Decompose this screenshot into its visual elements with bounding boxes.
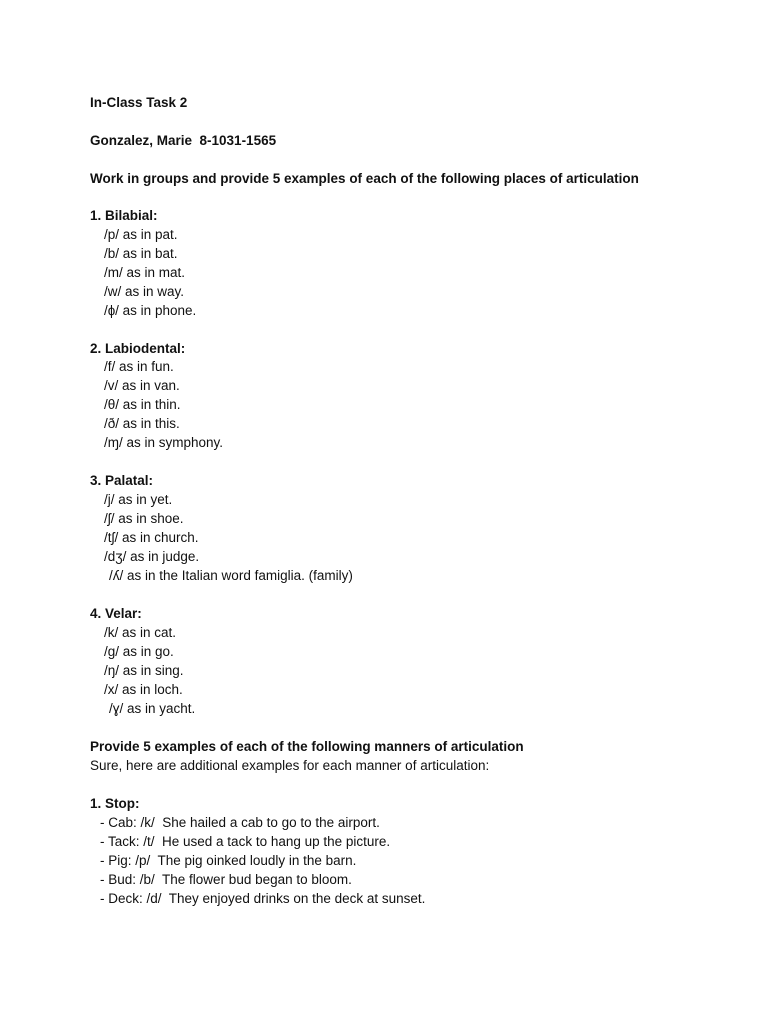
list-item: /b/ as in bat. — [104, 246, 178, 261]
list-item: /tʃ/ as in church. — [104, 530, 199, 545]
section2-intro: Sure, here are additional examples for each manner of articulation: — [90, 758, 490, 773]
list-item: - Tack: /t/ He used a tack to hang up the picture. — [100, 834, 391, 849]
list-item: /v/ as in van. — [104, 378, 180, 393]
document-title: In-Class Task 2 — [90, 95, 188, 110]
list-item: /x/ as in loch. — [104, 682, 183, 697]
list-item: /k/ as in cat. — [104, 625, 177, 640]
list-item: - Pig: /p/ The pig oinked loudly in the barn. — [100, 853, 357, 868]
heading-bilabial: 1. Bilabial: — [90, 208, 158, 223]
list-item: /dʒ/ as in judge. — [104, 549, 200, 564]
heading-velar: 4. Velar: — [90, 606, 142, 621]
list-item: /ɸ/ as in phone. — [104, 303, 197, 318]
list-item: /w/ as in way. — [104, 284, 185, 299]
list-item: /p/ as in pat. — [104, 227, 178, 242]
section1-prompt: Work in groups and provide 5 examples of each of the following places of articulation — [90, 171, 639, 186]
list-item: /ʎ/ as in the Italian word famiglia. (family) — [109, 568, 353, 583]
list-item: /ʃ/ as in shoe. — [104, 511, 184, 526]
list-item: - Deck: /d/ They enjoyed drinks on the deck at sunset. — [100, 891, 426, 906]
list-item: /ɱ/ as in symphony. — [104, 435, 224, 450]
list-item: /g/ as in go. — [104, 644, 174, 659]
section2-prompt: Provide 5 examples of each of the following manners of articulation — [90, 739, 524, 754]
list-item: /ɣ/ as in yacht. — [109, 701, 196, 716]
heading-labiodental: 2. Labiodental: — [90, 341, 186, 356]
list-item: /θ/ as in thin. — [104, 397, 181, 412]
heading-stop: 1. Stop: — [90, 796, 140, 811]
heading-palatal: 3. Palatal: — [90, 473, 154, 488]
list-item: /ŋ/ as in sing. — [104, 663, 184, 678]
list-item: /m/ as in mat. — [104, 265, 186, 280]
list-item: /f/ as in fun. — [104, 359, 174, 374]
author-line: Gonzalez, Marie 8-1031-1565 — [90, 133, 277, 148]
list-item: /ð/ as in this. — [104, 416, 180, 431]
list-item: - Bud: /b/ The flower bud began to bloom. — [100, 872, 352, 887]
list-item: /j/ as in yet. — [104, 492, 173, 507]
list-item: - Cab: /k/ She hailed a cab to go to the airport. — [100, 815, 380, 830]
